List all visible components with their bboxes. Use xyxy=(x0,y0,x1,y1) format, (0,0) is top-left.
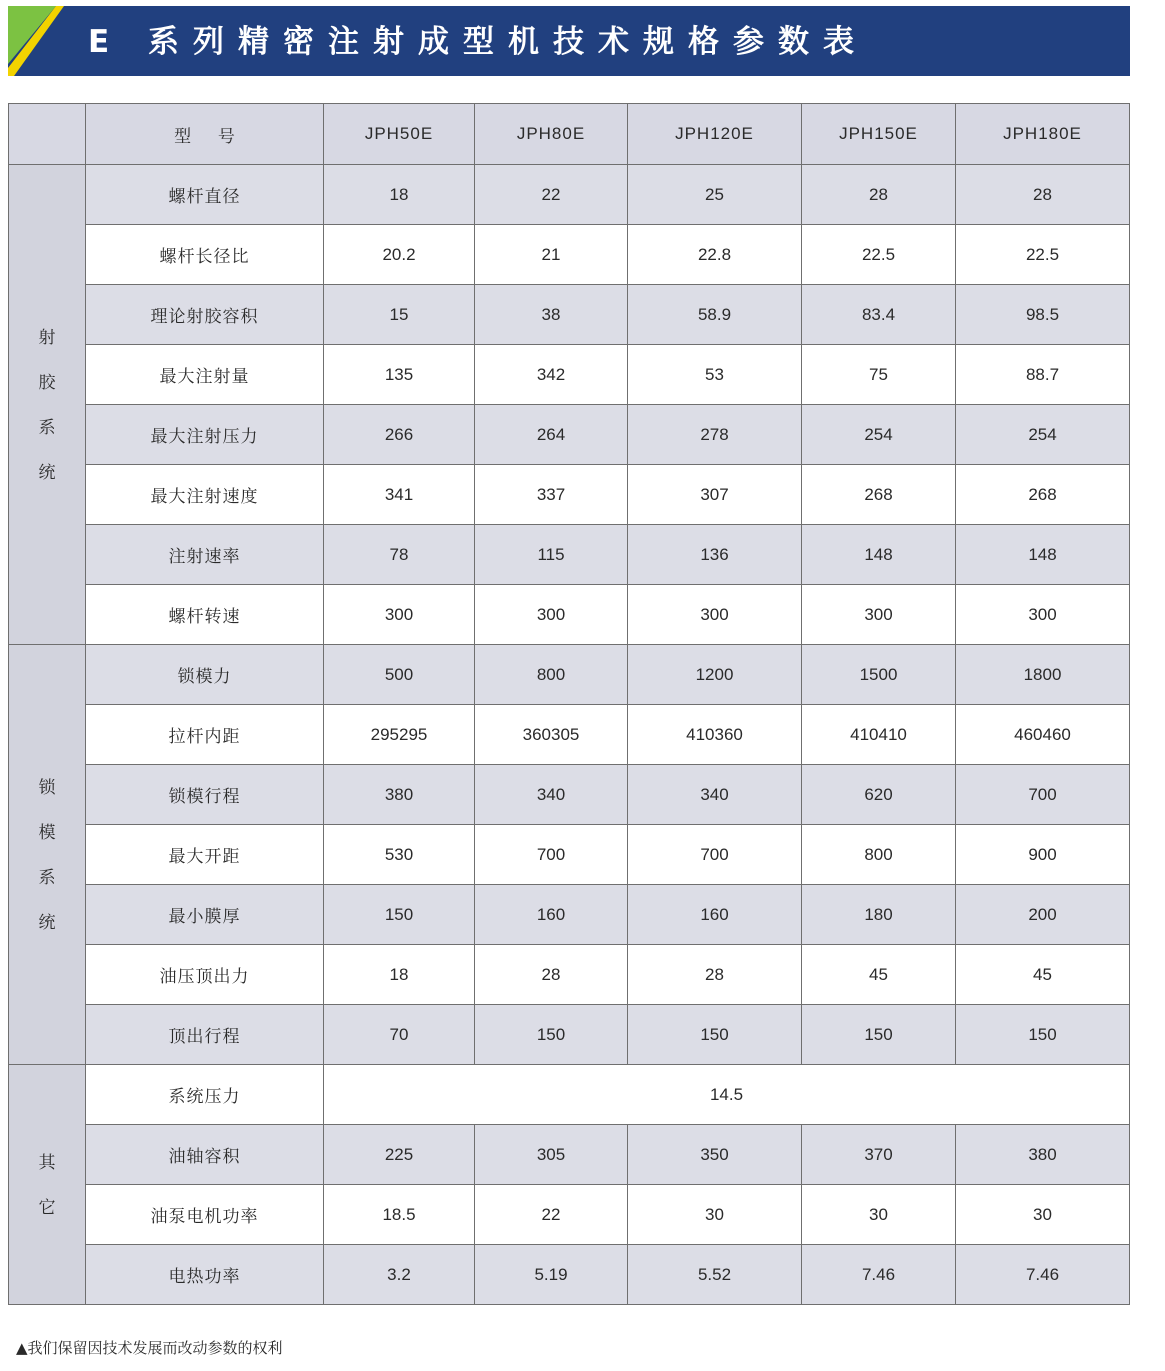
value-cell: 410360 xyxy=(628,705,802,765)
value-cell: 22 xyxy=(475,165,628,225)
param-name: 锁模力 xyxy=(86,645,324,705)
value-cell: 700 xyxy=(956,765,1130,825)
value-cell: 254 xyxy=(956,405,1130,465)
value-cell: 150 xyxy=(628,1005,802,1065)
param-name: 电热功率 xyxy=(86,1245,324,1305)
value-cell: 150 xyxy=(956,1005,1130,1065)
value-cell: 340 xyxy=(475,765,628,825)
accent-green-stripe xyxy=(8,6,56,64)
value-cell: 5.19 xyxy=(475,1245,628,1305)
value-cell: 350 xyxy=(628,1125,802,1185)
value-cell: 148 xyxy=(956,525,1130,585)
value-cell-merged: 14.5 xyxy=(324,1065,1130,1125)
value-cell: 800 xyxy=(802,825,956,885)
table-row xyxy=(9,165,1130,225)
table-row xyxy=(9,285,1130,345)
spec-table xyxy=(8,103,1130,1305)
value-cell: 22.8 xyxy=(628,225,802,285)
value-cell: 1500 xyxy=(802,645,956,705)
header-corner-cell xyxy=(9,104,86,165)
param-name: 最大注射速度 xyxy=(86,465,324,525)
value-cell: 530 xyxy=(324,825,475,885)
table-row xyxy=(9,1185,1130,1245)
page-title: E 系列精密注射成型机技术规格参数表 xyxy=(88,24,868,60)
value-cell: 21 xyxy=(475,225,628,285)
value-cell: 22 xyxy=(475,1185,628,1245)
param-name: 最大开距 xyxy=(86,825,324,885)
value-cell: 88.7 xyxy=(956,345,1130,405)
param-name: 螺杆直径 xyxy=(86,165,324,225)
value-cell: 136 xyxy=(628,525,802,585)
param-name: 油压顶出力 xyxy=(86,945,324,1005)
value-cell: 307 xyxy=(628,465,802,525)
value-cell: 700 xyxy=(475,825,628,885)
value-cell: 5.52 xyxy=(628,1245,802,1305)
value-cell: 30 xyxy=(802,1185,956,1245)
value-cell: 53 xyxy=(628,345,802,405)
value-cell: 300 xyxy=(475,585,628,645)
header-model: JPH80E xyxy=(475,104,628,165)
value-cell: 18 xyxy=(324,945,475,1005)
value-cell: 337 xyxy=(475,465,628,525)
value-cell: 300 xyxy=(802,585,956,645)
param-name: 最大注射压力 xyxy=(86,405,324,465)
value-cell: 200 xyxy=(956,885,1130,945)
value-cell: 460460 xyxy=(956,705,1130,765)
value-cell: 45 xyxy=(956,945,1130,1005)
spec-table-body xyxy=(9,104,1130,1305)
value-cell: 3.2 xyxy=(324,1245,475,1305)
table-row xyxy=(9,645,1130,705)
table-row xyxy=(9,1005,1130,1065)
table-row xyxy=(9,525,1130,585)
value-cell: 1200 xyxy=(628,645,802,705)
value-cell: 1800 xyxy=(956,645,1130,705)
header-model: JPH150E xyxy=(802,104,956,165)
banner-accent-stripes xyxy=(8,6,68,76)
value-cell: 28 xyxy=(802,165,956,225)
value-cell: 30 xyxy=(628,1185,802,1245)
param-name: 系统压力 xyxy=(86,1065,324,1125)
value-cell: 295295 xyxy=(324,705,475,765)
param-name: 最小膜厚 xyxy=(86,885,324,945)
param-name: 顶出行程 xyxy=(86,1005,324,1065)
header-model-label: 型 号 xyxy=(86,104,324,165)
value-cell: 18 xyxy=(324,165,475,225)
group-label-injection: 射 胶 系 统 xyxy=(9,165,86,645)
value-cell: 28 xyxy=(956,165,1130,225)
param-name: 锁模行程 xyxy=(86,765,324,825)
value-cell: 160 xyxy=(475,885,628,945)
table-row xyxy=(9,225,1130,285)
value-cell: 254 xyxy=(802,405,956,465)
value-cell: 75 xyxy=(802,345,956,405)
value-cell: 268 xyxy=(956,465,1130,525)
table-row xyxy=(9,705,1130,765)
table-row xyxy=(9,885,1130,945)
value-cell: 25 xyxy=(628,165,802,225)
value-cell: 410410 xyxy=(802,705,956,765)
table-row xyxy=(9,945,1130,1005)
value-cell: 225 xyxy=(324,1125,475,1185)
table-row xyxy=(9,345,1130,405)
value-cell: 300 xyxy=(324,585,475,645)
value-cell: 15 xyxy=(324,285,475,345)
value-cell: 278 xyxy=(628,405,802,465)
table-row xyxy=(9,1125,1130,1185)
value-cell: 83.4 xyxy=(802,285,956,345)
param-name: 螺杆转速 xyxy=(86,585,324,645)
param-name: 油泵电机功率 xyxy=(86,1185,324,1245)
value-cell: 300 xyxy=(956,585,1130,645)
header-model: JPH180E xyxy=(956,104,1130,165)
value-cell: 341 xyxy=(324,465,475,525)
value-cell: 380 xyxy=(324,765,475,825)
group-label-other: 其 它 xyxy=(9,1065,86,1305)
table-row xyxy=(9,585,1130,645)
value-cell: 342 xyxy=(475,345,628,405)
table-header-row xyxy=(9,104,1130,165)
table-row xyxy=(9,405,1130,465)
table-row xyxy=(9,1065,1130,1125)
table-row xyxy=(9,765,1130,825)
param-name: 理论射胶容积 xyxy=(86,285,324,345)
value-cell: 150 xyxy=(802,1005,956,1065)
value-cell: 268 xyxy=(802,465,956,525)
param-name: 注射速率 xyxy=(86,525,324,585)
value-cell: 58.9 xyxy=(628,285,802,345)
value-cell: 380 xyxy=(956,1125,1130,1185)
value-cell: 78 xyxy=(324,525,475,585)
group-label-clamping: 锁 模 系 统 xyxy=(9,645,86,1065)
value-cell: 135 xyxy=(324,345,475,405)
value-cell: 45 xyxy=(802,945,956,1005)
table-row xyxy=(9,825,1130,885)
param-name: 最大注射量 xyxy=(86,345,324,405)
value-cell: 28 xyxy=(628,945,802,1005)
value-cell: 620 xyxy=(802,765,956,825)
header-model: JPH120E xyxy=(628,104,802,165)
value-cell: 500 xyxy=(324,645,475,705)
value-cell: 305 xyxy=(475,1125,628,1185)
param-name: 螺杆长径比 xyxy=(86,225,324,285)
value-cell: 70 xyxy=(324,1005,475,1065)
value-cell: 148 xyxy=(802,525,956,585)
value-cell: 7.46 xyxy=(802,1245,956,1305)
param-name: 油轴容积 xyxy=(86,1125,324,1185)
value-cell: 115 xyxy=(475,525,628,585)
value-cell: 30 xyxy=(956,1185,1130,1245)
value-cell: 22.5 xyxy=(802,225,956,285)
title-banner xyxy=(8,6,1130,76)
value-cell: 900 xyxy=(956,825,1130,885)
value-cell: 800 xyxy=(475,645,628,705)
value-cell: 22.5 xyxy=(956,225,1130,285)
value-cell: 360305 xyxy=(475,705,628,765)
value-cell: 370 xyxy=(802,1125,956,1185)
value-cell: 264 xyxy=(475,405,628,465)
value-cell: 7.46 xyxy=(956,1245,1130,1305)
value-cell: 300 xyxy=(628,585,802,645)
value-cell: 150 xyxy=(324,885,475,945)
value-cell: 266 xyxy=(324,405,475,465)
value-cell: 38 xyxy=(475,285,628,345)
value-cell: 340 xyxy=(628,765,802,825)
value-cell: 180 xyxy=(802,885,956,945)
param-name: 拉杆内距 xyxy=(86,705,324,765)
value-cell: 160 xyxy=(628,885,802,945)
value-cell: 20.2 xyxy=(324,225,475,285)
value-cell: 28 xyxy=(475,945,628,1005)
value-cell: 150 xyxy=(475,1005,628,1065)
value-cell: 18.5 xyxy=(324,1185,475,1245)
footnote: ▲我们保留因技术发展而改动参数的权利 xyxy=(16,1339,283,1357)
table-row xyxy=(9,1245,1130,1305)
value-cell: 700 xyxy=(628,825,802,885)
value-cell: 98.5 xyxy=(956,285,1130,345)
table-row xyxy=(9,465,1130,525)
header-model: JPH50E xyxy=(324,104,475,165)
